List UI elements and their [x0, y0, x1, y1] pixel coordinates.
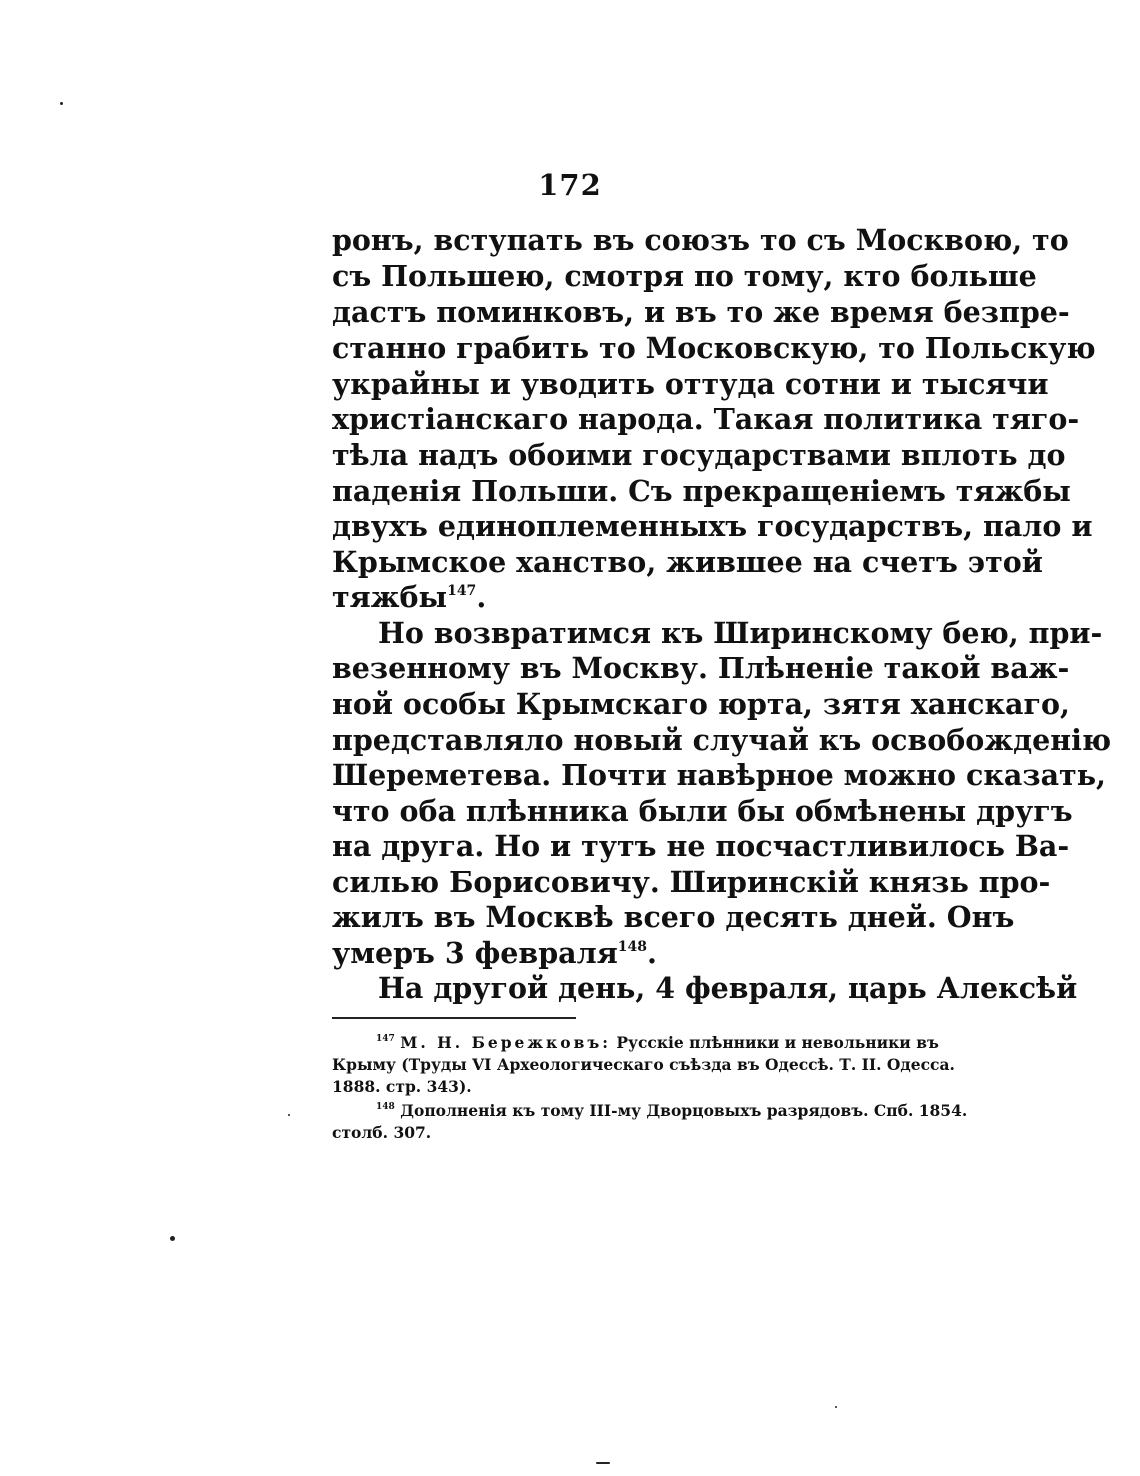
text-line: Шереметева. Почти навѣрное можно сказать,: [332, 758, 1106, 792]
text-line: ронъ, вступать въ союзъ то съ Москвою, то: [332, 223, 1069, 257]
footnote-author: М. Н. Бережковъ:: [400, 1033, 611, 1052]
footnote-148-line: столб. 307.: [332, 1123, 432, 1142]
scan-speck: [596, 1462, 610, 1464]
footnote-ref-147: 147: [447, 583, 477, 599]
scan-speck: [835, 1406, 837, 1408]
footnote-147-line: [376, 1032, 939, 1054]
text-line: украйны и уводить оттуда сотни и тысячи: [332, 367, 1049, 401]
footnote-marker-147: 147: [376, 1034, 395, 1044]
footnote-text: Русскіе плѣнники и невольники въ: [616, 1033, 939, 1052]
scan-speck: [60, 102, 63, 105]
text-line: Крымское ханство, жившее на счетъ этой: [332, 545, 1043, 579]
text-line: [332, 579, 922, 615]
footnote-147-line: Крыму (Труды VI Археологическаго съѣзда въ Одессѣ. Т. II. Одесса.: [332, 1055, 955, 1074]
footnote-text: Дополненія къ тому III-му Дворцовыхъ разрядовъ. Спб. 1854.: [400, 1101, 968, 1120]
paragraph-start-line: Но возвратимся къ Ширинскому бею, при-: [378, 616, 1103, 650]
text-line: станно грабить то Московскую, то Польскую: [332, 331, 1096, 365]
text-line: паденія Польши. Съ прекращеніемъ тяжбы: [332, 474, 1071, 508]
scan-speck: [170, 1236, 175, 1241]
footnote-divider: [332, 1017, 576, 1019]
footnote-marker-148: 148: [376, 1102, 395, 1112]
end-punctuation: .: [647, 936, 657, 970]
text-line: христіанскаго народа. Такая политика тяго-: [332, 402, 1080, 436]
scan-speck: [288, 1114, 290, 1116]
text-line-words: умеръ 3 февраля: [332, 936, 618, 970]
text-line: дастъ поминковъ, и въ то же время безпре-: [332, 295, 1070, 329]
text-line: съ Польшею, смотря по тому, кто больше: [332, 259, 1037, 293]
end-punctuation: .: [476, 580, 487, 614]
footnote-ref-148: 148: [617, 939, 648, 955]
page-number: 172: [538, 168, 602, 202]
text-line: везенному въ Москву. Плѣненіе такой важ-: [332, 651, 1070, 685]
footnote-148-line: [376, 1100, 968, 1122]
text-line: ной особы Крымскаго юрта, зятя ханскаго,: [332, 687, 1070, 721]
text-line: тѣла надъ обоими государствами вплоть до: [332, 438, 1066, 472]
text-line: представляло новый случай къ освобожденію: [332, 723, 1112, 757]
text-line-words: тяжбы: [332, 580, 448, 614]
text-line: что оба плѣнника были бы обмѣнены другъ: [332, 794, 1073, 828]
text-line: жилъ въ Москвѣ всего десять дней. Онъ: [332, 900, 1015, 934]
footnote-147-line: 1888. стр. 343).: [332, 1077, 472, 1096]
text-line: [332, 935, 922, 971]
paragraph-start-line: На другой день, 4 февраля, царь Алексѣй: [378, 971, 1078, 1005]
text-line: силью Борисовичу. Ширинскій князь про-: [332, 865, 1051, 899]
text-line: двухъ единоплеменныхъ государствъ, пало и: [332, 509, 1093, 543]
text-line: на друга. Но и тутъ не посчастливилось Ва-: [332, 829, 1070, 863]
